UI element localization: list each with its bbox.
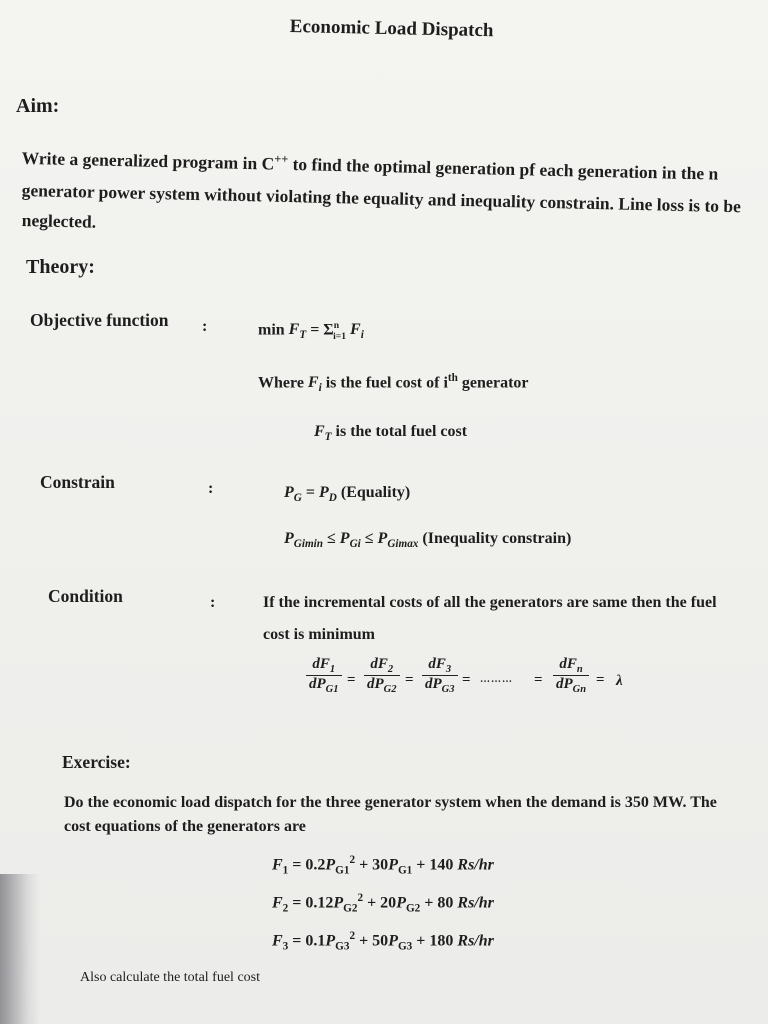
theory-heading: Theory: — [26, 256, 95, 278]
scan-shadow — [0, 874, 40, 1024]
condition-line-2: cost is minimum — [263, 626, 375, 643]
aim-line-1: Write a generalized program in C++ to find the optimal generation pf each generation in the n — [21, 147, 719, 184]
fraction-3: $dF_3$ $dP_{G3}$ — [422, 656, 458, 695]
ellipsis: ……… — [480, 674, 513, 685]
objective-function-label: Objective function — [30, 310, 169, 330]
cost-equation-3: $F_3 = 0.1P_{G3}^2 + 50P_{G3} + 180$ Rs/hr — [272, 930, 494, 953]
equals-sign: = — [596, 672, 605, 688]
where-line: Where $F_i$ is the fuel cost of $i^{th}$ generator — [258, 372, 529, 395]
condition-colon: : — [210, 594, 216, 611]
equals-sign: = — [462, 672, 471, 688]
inequality-constraint: $P_{Gimin} \le P_{Gi} \le P_{Gimax}$ (Inequality constrain) — [284, 530, 572, 551]
aim-heading: Aim: — [16, 95, 60, 117]
aim-line-2: generator power system without violating the equality and inequality constrain. Line loss is to be — [21, 180, 742, 217]
condition-label: Condition — [48, 586, 123, 606]
objective-colon: : — [202, 318, 208, 335]
cost-equation-2: $F_2 = 0.12P_{G2}^2 + 20P_{G2} + 80$ Rs/hr — [272, 892, 494, 915]
equals-sign: = — [534, 672, 543, 688]
constrain-colon: : — [208, 480, 214, 497]
exercise-footer: Also calculate the total fuel cost — [80, 970, 260, 985]
fraction-2: $dF_2$ $dP_{G2}$ — [364, 656, 400, 695]
aim-line-3: neglected. — [21, 210, 97, 232]
cost-equation-1: $F_1 = 0.2P_{G1}^2 + 30P_{G1} + 140$ Rs/hr — [272, 854, 494, 877]
exercise-heading: Exercise: — [62, 752, 131, 772]
document-title: Economic Load Dispatch — [289, 16, 494, 42]
exercise-line-1: Do the economic load dispatch for the three generator system when the demand is 350 MW. The — [64, 794, 717, 811]
fraction-n: $dF_n$ $dP_{Gn}$ — [553, 656, 589, 695]
objective-equation: $\min F_T = \Sigma^n_{i=1}$ $F_i$ — [258, 320, 364, 342]
fraction-1: $dF_1$ $dP_{G1}$ — [306, 656, 342, 695]
exercise-line-2: cost equations of the generators are — [64, 818, 306, 835]
lambda-symbol: λ — [616, 673, 623, 689]
equals-sign: = — [405, 672, 414, 688]
constrain-label: Constrain — [40, 472, 115, 492]
condition-line-1: If the incremental costs of all the generators are same then the fuel — [263, 594, 717, 611]
total-fuel-line: $F_T$ is the total fuel cost — [314, 423, 468, 444]
equality-constraint: $P_G = P_D$ (Equality) — [284, 484, 411, 505]
equals-sign: = — [347, 672, 356, 688]
